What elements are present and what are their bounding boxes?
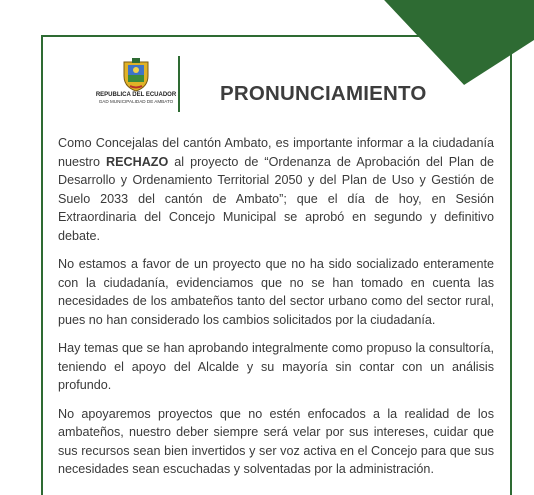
document-body <box>58 134 494 489</box>
paragraph-4: No apoyaremos proyectos que no estén enfocados a la realidad de los ambateños, nuestro deber siempre será velar por sus intereses, cuidar que sus recursos sean bien invertidos y ser voz activa en el Concejo para que sus necesidades sean escuchadas y solventadas por la administración. <box>58 406 494 476</box>
header-divider <box>178 56 180 112</box>
municipality-logo <box>84 56 188 114</box>
paragraph-1-rest: al proyecto de “Ordenanza de Aprobación del Plan de Desarrollo y Ordenamiento Territorial 2050 y del Plan de Uso y Gestión de Suelo 2033 del cantón de Ambato”; que el día de hoy, en Sesión Extraordinaria del Concejo Municipal se aprobó en segundo y definitivo debate. <box>58 154 494 243</box>
paragraph-1-intro: Como Concejalas del cantón Ambato, es importante informar a la ciudadanía nuestro <box>58 136 494 169</box>
rechazo-keyword: RECHAZO <box>106 154 169 169</box>
ambato-coat-of-arms-icon <box>118 56 154 92</box>
logo-text-gad: GAD MUNICIPALIDAD DE AMBATO <box>98 99 174 104</box>
paragraph-3: Hay temas que se han aprobando integralmente como propuso la consultoría, teniendo el apoyo del Alcalde y su mayoría sin contar con un análisis profundo. <box>58 341 494 392</box>
document-header <box>60 52 510 114</box>
paragraph-1 <box>58 134 494 245</box>
page-title: PRONUNCIAMIENTO <box>220 82 427 105</box>
paragraph-2: No estamos a favor de un proyecto que no ha sido socializado enteramente con la ciudadanía, evidenciamos que no se han tomado en cuenta las necesidades de los ambateños tanto del sector urbano como del sector rural, pues no han considerado los cambios solicitados por la ciudadanía. <box>58 257 494 327</box>
logo-text-republic: REPUBLICA DEL ECUADOR <box>95 92 177 98</box>
